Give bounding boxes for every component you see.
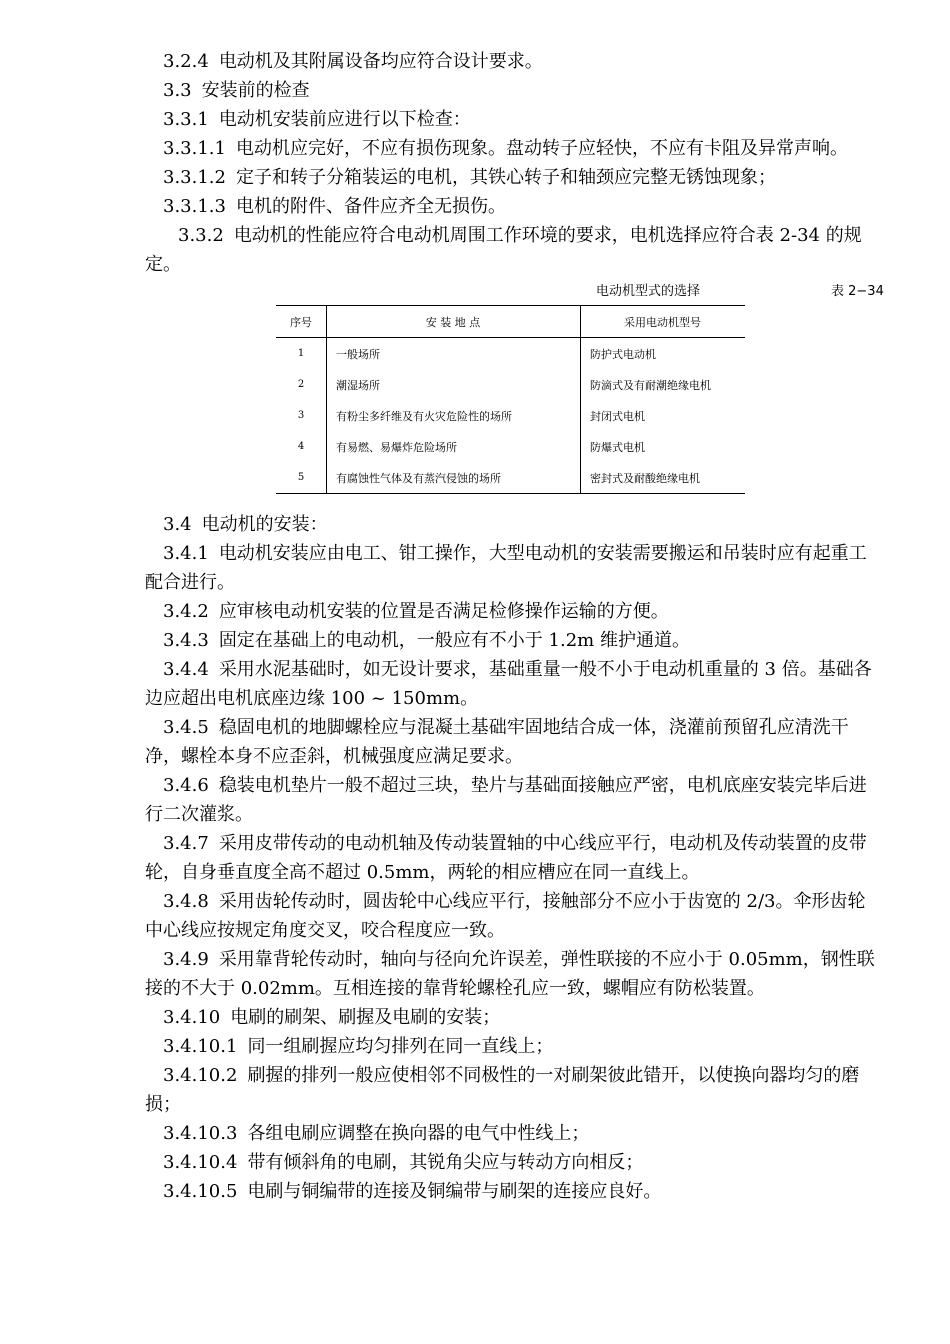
paragraph-3-4-2: 3.4.2 应审核电动机安装的位置是否满足检修操作运输的方便。 [163,601,669,622]
paragraph-3-3-1: 3.3.1 电动机安装前应进行以下检查： [163,109,471,130]
paragraph-3-2-4: 3.2.4 电动机及其附属设备均应符合设计要求。 [163,51,543,72]
paragraph-3-4-4: 3.4.4 采用水泥基础时，如无设计要求，基础重量一般不小于电动机重量的 3 倍。基础各边应超出电机底座边缘 100 ~ 150mm。 [145,659,872,709]
table-row [276,400,745,431]
table-row [276,369,745,400]
row-motor-type: 防爆式电机 [590,440,645,454]
paragraph-3-4-7: 3.4.7 采用皮带传动的电动机轴及传动装置轴的中心线应平行，电动机及传动装置的皮带轮，自身垂直度全高不超过 0.5mm，两轮的相应槽应在同一直线上。 [145,833,867,883]
paragraph-3-4-10-3: 3.4.10.3 各组电刷应调整在换向器的电气中性线上； [163,1123,590,1144]
section-heading-3-3: 3.3 安装前的检查 [163,80,310,101]
paragraph-3-4-1: 3.4.1 电动机安装应由电工、钳工操作，大型电动机的安装需要搬运和吊装时应有起重工配合进行。 [145,543,867,593]
row-index: 5 [276,462,327,494]
paragraph-3-3-1-3: 3.3.1.3 电机的附件、备件应齐全无损伤。 [163,196,506,217]
paragraph-3-4-10: 3.4.10 电刷的刷架、刷握及电刷的安装； [163,1007,501,1028]
row-location: 有粉尘多纤维及有火灾危险性的场所 [327,400,581,431]
paragraph-3-3-1-2: 3.3.1.2 定子和转子分箱装运的电机，其铁心转子和轴颈应完整无锈蚀现象； [163,167,776,188]
row-location: 一般场所 [327,338,581,370]
table-header-row [276,306,745,338]
row-motor-type: 封闭式电机 [590,409,645,423]
paragraph-3-4-3: 3.4.3 固定在基础上的电动机，一般应有不小于 1.2m 维护通道。 [163,630,690,651]
table-row [276,462,745,494]
row-location: 潮湿场所 [327,369,581,400]
paragraph-3-4-10-4: 3.4.10.4 带有倾斜角的电刷，其锐角尖应与转动方向相反； [163,1152,644,1173]
header-motor-type: 采用电动机型号 [581,306,746,338]
paragraph-3-4-10-2: 3.4.10.2 刷握的排列一般应使相邻不同极性的一对刷架彼此错开，以使换向器均匀的磨损； [145,1065,860,1115]
row-motor-type: 防护式电动机 [590,347,656,361]
row-index: 2 [276,369,327,400]
motor-type-table [276,305,745,494]
header-index: 序号 [276,306,327,338]
paragraph-3-4-9: 3.4.9 采用靠背轮传动时，轴向与径向允许误差，弹性联接的不应小于 0.05mm，钢性联接的不大于 0.02mm。互相连接的靠背轮螺栓孔应一致，螺帽应有防松装置。 [145,949,875,999]
header-location: 安 装 地 点 [327,306,581,338]
table-title: 电动机型式的选择 [596,284,701,299]
paragraph-3-3-1-1: 3.3.1.1 电动机应完好，不应有损伤现象。盘动转子应轻快，不应有卡阻及异常声响。 [163,138,848,159]
table-row [276,431,745,462]
paragraph-3-4-8: 3.4.8 采用齿轮传动时，圆齿轮中心线应平行，接触部分不应小于齿宽的 2/3。伞形齿轮中心线应按规定角度交叉，咬合程度应一致。 [145,891,866,941]
row-index: 4 [276,431,327,462]
row-index: 1 [276,338,327,370]
row-motor-type: 密封式及耐酸绝缘电机 [581,462,746,494]
section-heading-3-4: 3.4 电动机的安装： [163,514,328,535]
paragraph-3-4-6: 3.4.6 稳装电机垫片一般不超过三块，垫片与基础面接触应严密，电机底座安装完毕后进行二次灌浆。 [145,775,867,825]
row-location: 有易燃、易爆炸危险场所 [327,431,581,462]
paragraph-3-4-10-5: 3.4.10.5 电刷与铜编带的连接及铜编带与刷架的连接应良好。 [163,1181,662,1202]
row-index: 3 [276,400,327,431]
row-motor-type: 防滴式及有耐潮绝缘电机 [590,378,711,392]
table-number: 表 2−34 [831,284,884,299]
table-row [276,338,745,370]
paragraph-3-4-5: 3.4.5 稳固电机的地脚螺栓应与混凝土基础牢固地结合成一体，浇灌前预留孔应清洗干净，螺栓本身不应歪斜，机械强度应满足要求。 [145,717,849,767]
row-location: 有腐蚀性气体及有蒸汽侵蚀的场所 [327,462,581,494]
paragraph-3-4-10-1: 3.4.10.1 同一组刷握应均匀排列在同一直线上； [163,1036,554,1057]
paragraph-3-3-2: 3.3.2 电动机的性能应符合电动机周围工作环境的要求，电机选择应符合表 2-34 的规定。 [145,225,862,275]
